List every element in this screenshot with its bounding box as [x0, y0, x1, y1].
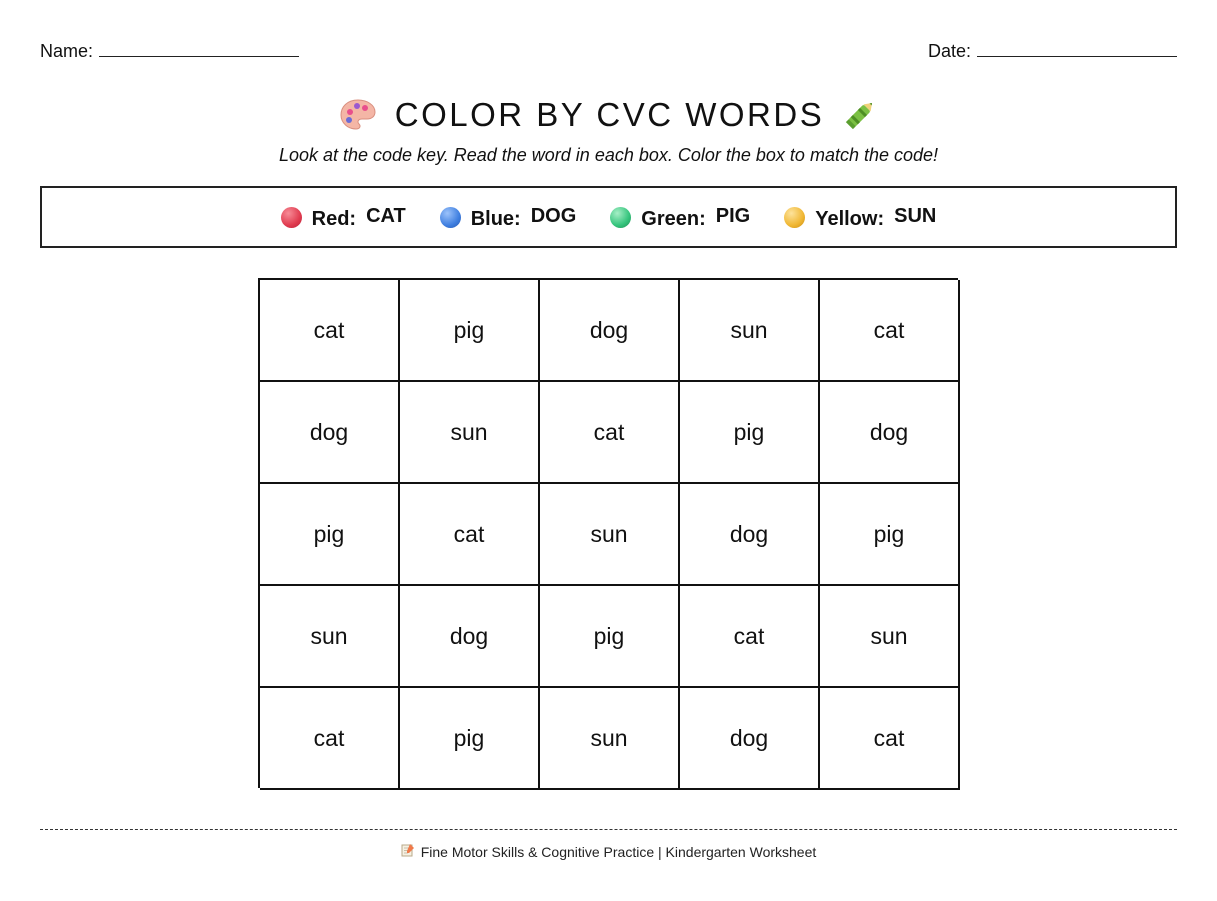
grid-cell[interactable]: pig	[400, 688, 540, 790]
key-item-blue	[440, 206, 577, 229]
yellow-dot-icon	[784, 207, 805, 228]
key-item-green	[610, 206, 750, 229]
page-title: COLOR BY CVC WORDS	[394, 96, 825, 133]
date-line[interactable]	[977, 56, 1177, 57]
grid-cell[interactable]: sun	[680, 280, 820, 382]
grid-cell[interactable]: cat	[260, 688, 400, 790]
grid-cell[interactable]: cat	[820, 280, 960, 382]
key-word: SUN	[894, 204, 937, 227]
footer-text: Fine Motor Skills & Cognitive Practice | Kindergarten Worksheet	[420, 843, 817, 860]
grid-cell[interactable]: cat	[540, 382, 680, 484]
instructions-text: Look at the code key. Read the word in each box. Color the box to match the code!	[278, 145, 939, 165]
date-field[interactable]	[928, 41, 1177, 62]
grid-cell[interactable]: pig	[400, 280, 540, 382]
grid-cell[interactable]: dog	[680, 688, 820, 790]
key-word: CAT	[366, 204, 406, 227]
key-color-label: Blue:	[470, 207, 521, 230]
grid-cell[interactable]: pig	[680, 382, 820, 484]
grid-cell[interactable]: cat	[260, 280, 400, 382]
key-color-label: Red:	[311, 207, 357, 230]
memo-icon	[401, 843, 415, 860]
key-item-red	[281, 206, 406, 229]
word-grid	[258, 278, 958, 788]
key-word: DOG	[530, 204, 577, 227]
grid-cell[interactable]: dog	[680, 484, 820, 586]
footer-divider	[40, 829, 1177, 830]
crayon-icon	[842, 97, 878, 133]
grid-cell[interactable]: cat	[820, 688, 960, 790]
color-code-key	[40, 186, 1177, 248]
grid-cell[interactable]: cat	[680, 586, 820, 688]
grid-cell[interactable]: sun	[260, 586, 400, 688]
key-item-yellow	[784, 206, 936, 229]
grid-cell[interactable]: pig	[540, 586, 680, 688]
green-dot-icon	[610, 207, 631, 228]
palette-icon	[339, 98, 377, 132]
grid-cell[interactable]: dog	[400, 586, 540, 688]
name-label: Name:	[40, 41, 94, 61]
name-field[interactable]	[40, 41, 299, 62]
grid-cell[interactable]: dog	[820, 382, 960, 484]
grid-cell[interactable]: pig	[820, 484, 960, 586]
date-label: Date:	[927, 41, 971, 61]
key-color-label: Green:	[641, 207, 706, 230]
grid-cell[interactable]: dog	[260, 382, 400, 484]
grid-cell[interactable]: sun	[540, 688, 680, 790]
footer	[0, 843, 1217, 860]
grid-cell[interactable]: sun	[400, 382, 540, 484]
grid-cell[interactable]: cat	[400, 484, 540, 586]
grid-cell[interactable]: sun	[820, 586, 960, 688]
name-line[interactable]	[99, 56, 299, 57]
red-dot-icon	[281, 207, 302, 228]
grid-cell[interactable]: pig	[260, 484, 400, 586]
key-color-label: Yellow:	[815, 207, 885, 230]
grid-cell[interactable]: dog	[540, 280, 680, 382]
grid-cell[interactable]: sun	[540, 484, 680, 586]
header-row	[40, 38, 1177, 62]
key-word: PIG	[715, 204, 751, 227]
title-row	[0, 96, 1217, 134]
blue-dot-icon	[440, 207, 461, 228]
